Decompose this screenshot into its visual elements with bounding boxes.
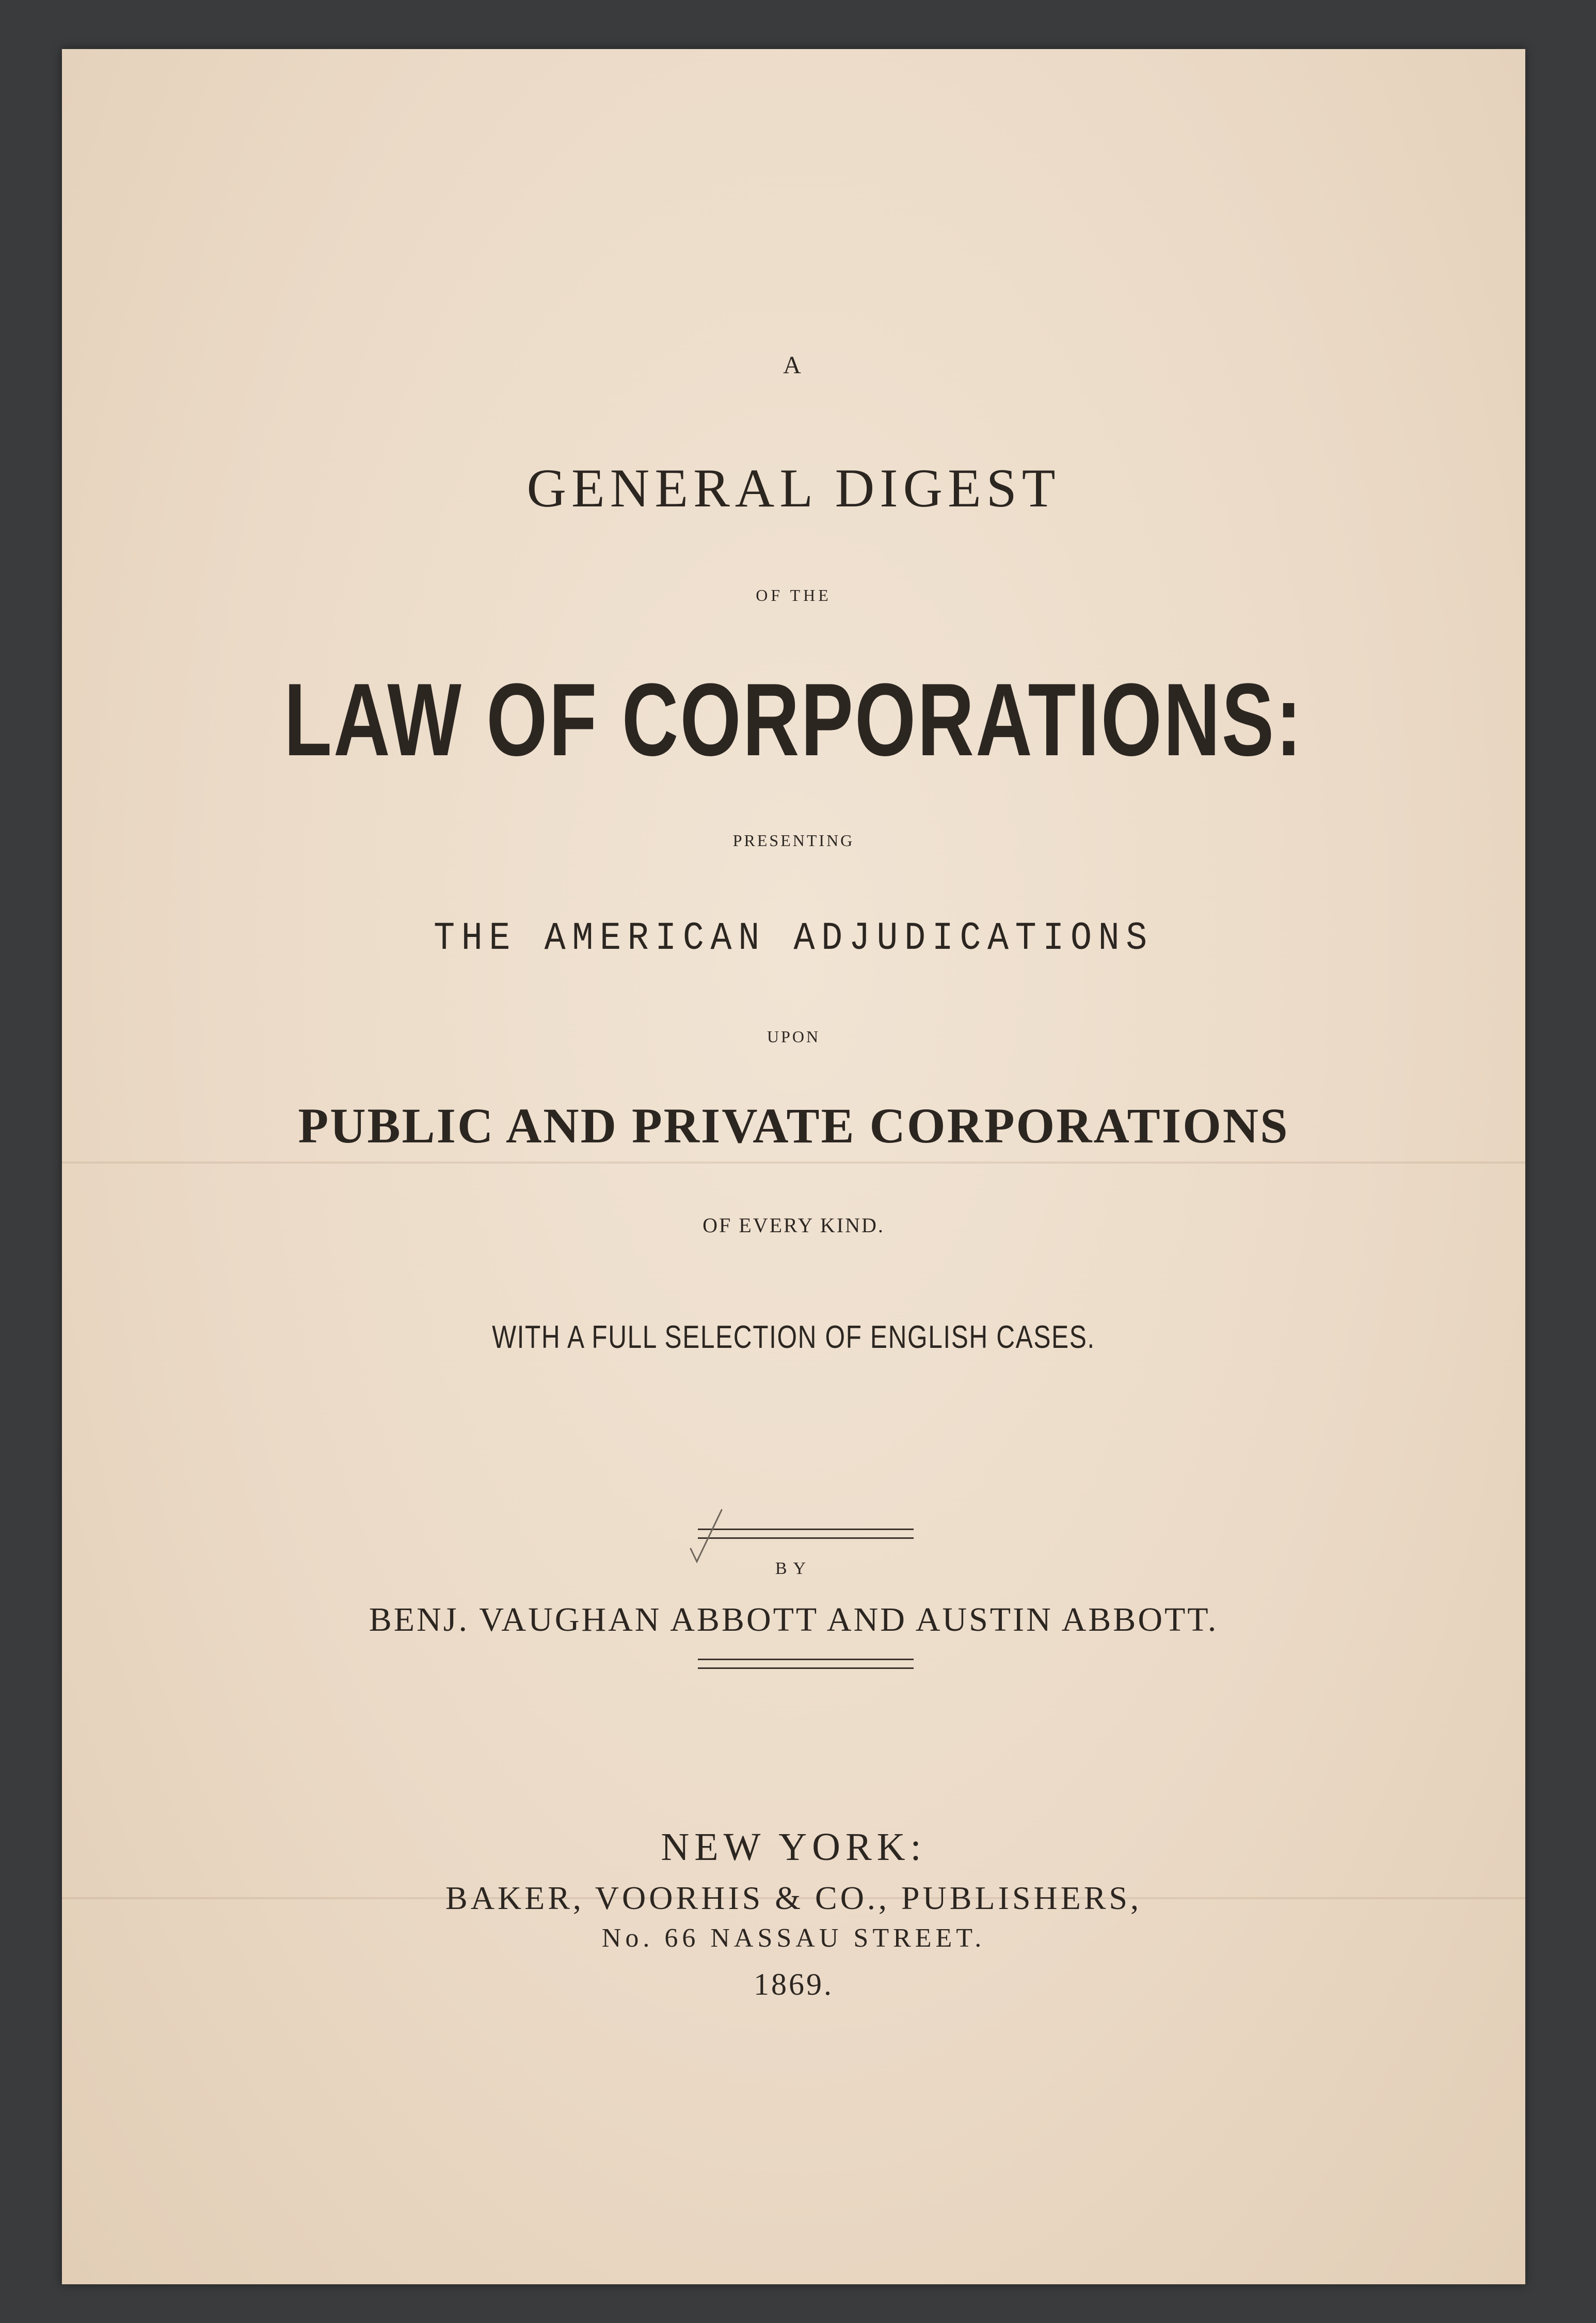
pencil-check-mark xyxy=(685,1505,727,1567)
main-title: GENERAL DIGEST xyxy=(526,458,1061,518)
double-rule-bottom xyxy=(698,1659,914,1669)
paper-fold-line xyxy=(62,1162,1525,1164)
adjudications-line: THE AMERICAN ADJUDICATIONS xyxy=(434,916,1154,961)
imprint-city: NEW YORK: xyxy=(661,1825,927,1869)
double-rule-top xyxy=(698,1529,914,1539)
presenting-line: PRESENTING xyxy=(732,831,855,850)
imprint-publisher: BAKER, VOORHIS & CO., PUBLISHERS, xyxy=(445,1880,1142,1916)
english-cases-line: WITH A FULL SELECTION OF ENGLISH CASES. xyxy=(492,1319,1095,1355)
by-line: BY xyxy=(775,1559,812,1578)
title-article: A xyxy=(783,352,804,379)
corporations-line: PUBLIC AND PRIVATE CORPORATIONS xyxy=(298,1098,1289,1153)
every-kind-line: OF EVERY KIND. xyxy=(703,1214,885,1237)
title-page-sheet xyxy=(62,49,1525,2284)
of-the-line: OF THE xyxy=(756,586,832,604)
authors-line: BENJ. VAUGHAN ABBOTT AND AUSTIN ABBOTT. xyxy=(369,1601,1219,1638)
subject-title: LAW OF CORPORATIONS: xyxy=(284,662,1303,777)
upon-line: UPON xyxy=(767,1027,821,1046)
imprint-address: No. 66 NASSAU STREET. xyxy=(601,1923,986,1953)
imprint-year: 1869. xyxy=(754,1967,834,2001)
